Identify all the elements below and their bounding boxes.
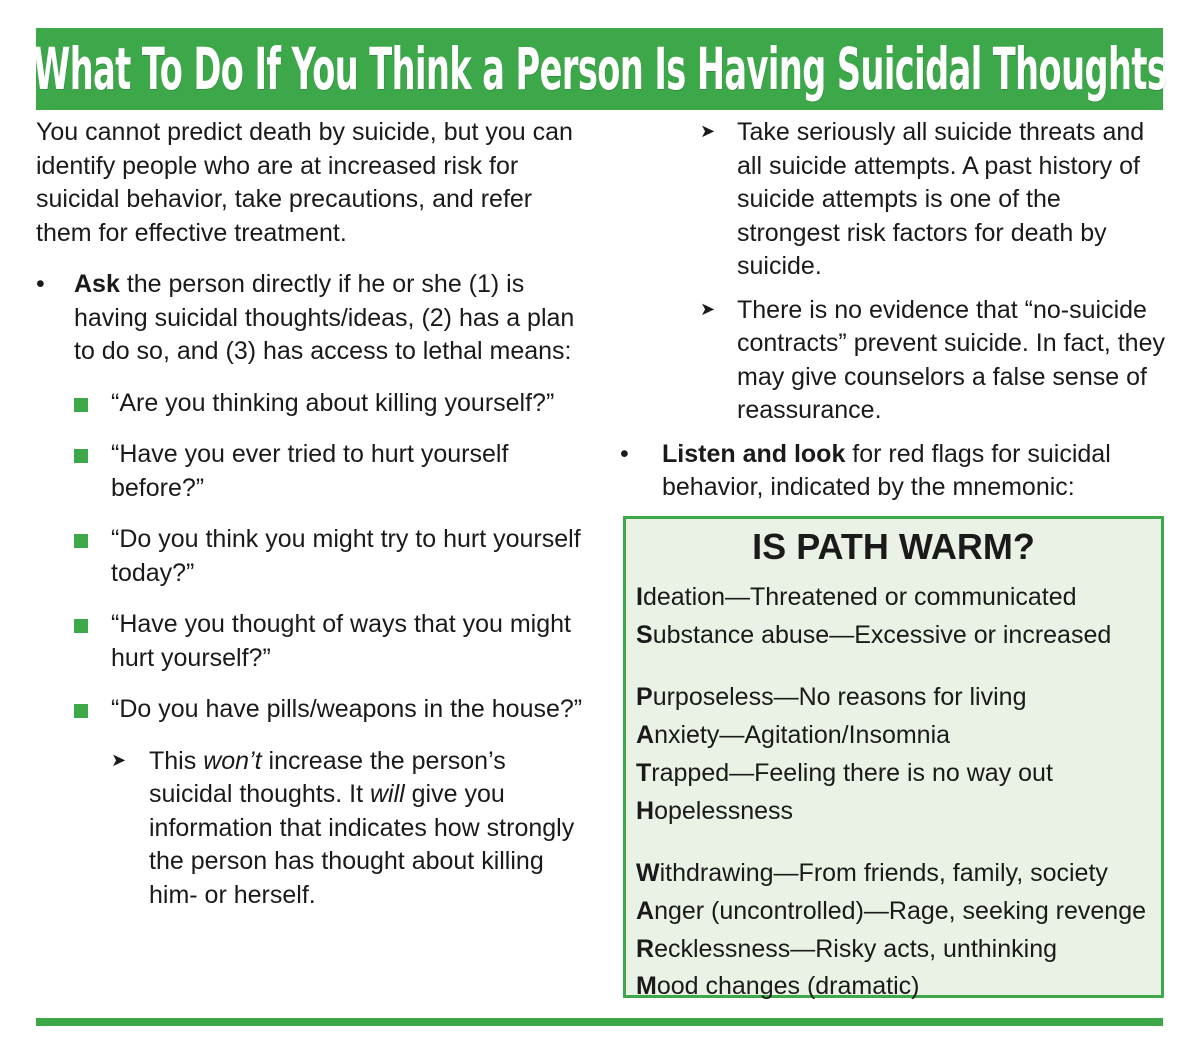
mnemonic-letter: P [636, 683, 653, 712]
group-spacer [636, 830, 1161, 855]
listen-text: for red flags for suicidal behavior, indicated by the mnemonic: [662, 439, 1111, 501]
green-square-bullet-icon [74, 398, 88, 412]
page-title: What To Do If You Think a Person Is Having Suicidal Thoughts [32, 35, 1167, 103]
mnemonic-letter: T [636, 758, 652, 787]
green-square-bullet-icon [74, 534, 88, 548]
note-text: There is no evidence that “no-suicide contracts” prevent suicide. In fact, they may give counselors a false sense of reassurance. [737, 295, 1165, 424]
group-spacer [636, 654, 1161, 679]
mnemonic-text: opelessness [654, 796, 794, 825]
right-column [620, 116, 1168, 523]
mnemonic-row [636, 717, 1161, 755]
ask-text: the person directly if he or she (1) is having suicidal thoughts/ideas, (2) has a plan to do so, and (3) has access to lethal means: [74, 270, 575, 365]
note-text: Take seriously all suicide threats and all suicide attempts. A past history of suicide attempts is one of the strongest risk factors for death by suicide. [737, 118, 1145, 280]
ask-bold: Ask [74, 270, 120, 298]
question-text: “Do you think you might try to hurt yourself today?” [111, 525, 581, 587]
question-text: “Have you ever tried to hurt yourself before?” [111, 440, 509, 502]
mnemonic-letter: R [636, 934, 655, 963]
intro-paragraph: You cannot predict death by suicide, but you can identify people who are at increased risk for suicidal behavior, take precautions, and refer them for effective treatment. [36, 118, 573, 247]
question-text: “Do you have pills/weapons in the house?” [111, 695, 583, 723]
arrow-bullet-icon: ➤ [111, 749, 127, 770]
mnemonic-text: nxiety—Agitation/Insomnia [654, 721, 951, 750]
mnemonic-row [636, 793, 1161, 831]
question-item [36, 523, 591, 590]
mnemonic-text: rapped—Feeling there is no way out [651, 758, 1053, 787]
mnemonic-row [636, 893, 1161, 931]
question-text: “Have you thought of ways that you might hurt yourself?” [111, 610, 571, 672]
question-item [36, 693, 591, 727]
mnemonic-letter: H [636, 796, 655, 825]
mnemonic-title: IS PATH WARM? [752, 526, 1035, 567]
mnemonic-row [636, 968, 1161, 1006]
note-emphasis: won’t [203, 746, 262, 775]
mnemonic-letter: W [636, 859, 660, 888]
note-text-part: This [149, 746, 204, 775]
mnemonic-row [636, 755, 1161, 793]
mnemonic-text: ithdrawing—From friends, family, society [659, 859, 1108, 888]
listen-bullet [620, 438, 1168, 505]
note-text-part: increase the person’s suicidal thoughts. It [149, 746, 506, 808]
left-column [36, 116, 591, 922]
mnemonic-letter: M [636, 972, 657, 1001]
bullet-dot: • [36, 270, 45, 298]
mnemonic-row [636, 855, 1161, 893]
note-text [149, 747, 574, 909]
listen-bold: Listen and look [662, 439, 846, 468]
note-item [620, 294, 1168, 428]
bullet-dot: • [620, 439, 629, 468]
green-square-bullet-icon [74, 449, 88, 463]
mnemonic-text: ood changes (dramatic) [656, 972, 920, 1001]
note-text-part: give you information that indicates how strongly the person has thought about killing him- or herself. [149, 780, 575, 909]
arrow-bullet-icon: ➤ [700, 298, 716, 319]
note-item [620, 116, 1168, 284]
question-text: “Are you thinking about killing yourself?” [111, 388, 555, 417]
question-item [36, 438, 591, 505]
mnemonic-letter: I [636, 583, 643, 611]
mnemonic-text: urposeless—No reasons for living [652, 683, 1027, 712]
note-emphasis: will [369, 780, 405, 808]
mnemonic-text: nger (uncontrolled)—Rage, seeking revenge [654, 896, 1147, 925]
mnemonic-letter: A [636, 896, 655, 925]
mnemonic-text: deation—Threatened or communicated [642, 583, 1077, 611]
green-square-bullet-icon [74, 704, 88, 718]
mnemonic-text: ubstance abuse—Excessive or increased [652, 620, 1112, 649]
ask-bullet [36, 268, 591, 369]
note-item [36, 745, 591, 913]
question-item [36, 608, 591, 675]
title-banner [32, 28, 1167, 110]
green-square-bullet-icon [74, 619, 88, 633]
mnemonic-letter: S [636, 620, 653, 649]
mnemonic-box [623, 516, 1164, 1001]
mnemonic-row [636, 617, 1161, 655]
mnemonic-row [636, 931, 1161, 969]
mnemonic-row [636, 579, 1161, 617]
mnemonic-letter: A [636, 721, 655, 750]
bottom-divider [36, 1018, 1163, 1026]
question-item [36, 387, 591, 421]
mnemonic-text: ecklessness—Risky acts, unthinking [654, 934, 1058, 963]
mnemonic-row [636, 679, 1161, 717]
arrow-bullet-icon: ➤ [700, 121, 716, 141]
